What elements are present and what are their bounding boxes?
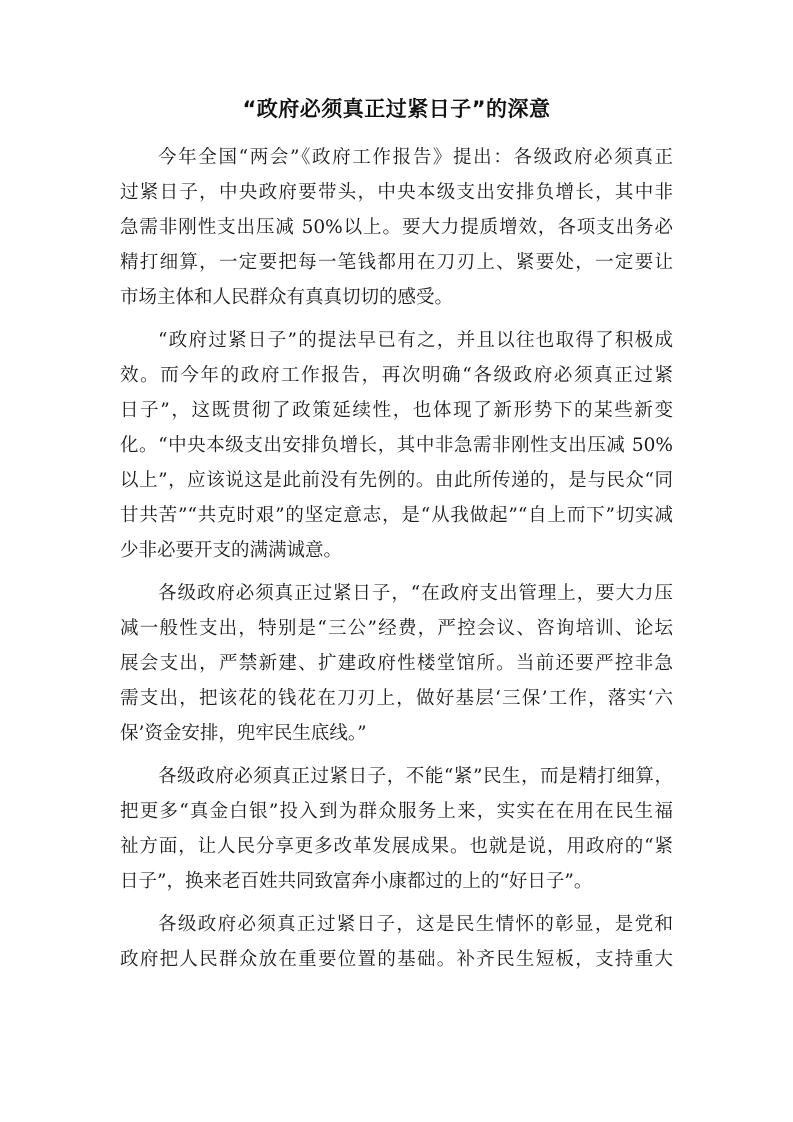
- text-line: 把更多“真金白银”投入到为群众服务上来，实实在在用在民生福: [120, 801, 673, 822]
- text-line: 过紧日子，中央政府要带头，中央本级支出安排负增长，其中非: [120, 182, 673, 203]
- document-body: [120, 140, 673, 985]
- text-line: 日子”，这既贯彻了政策延续性，也体现了新形势下的某些新变: [120, 400, 673, 421]
- paragraph-5: [120, 907, 673, 977]
- text-line: 急需非刚性支出压减 50%以上。要大力提质增效，各项支出务必: [120, 217, 673, 238]
- text-line: 各级政府必须真正过紧日子，“在政府支出管理上，要大力压: [158, 583, 673, 604]
- text-line: 市场主体和人民群众有真真切切的感受。: [120, 287, 454, 308]
- text-line: 各级政府必须真正过紧日子，不能“紧”民生，而是精打细算，: [158, 766, 673, 787]
- text-line: 效。而今年的政府工作报告，再次明确“各级政府必须真正过紧: [120, 365, 673, 386]
- paragraph-1: [120, 140, 673, 315]
- document-title: “政府必须真正过紧日子”的深意: [242, 97, 551, 121]
- text-line: 日子”，换来老百姓共同致富奔小康都过的上的“好日子”。: [120, 871, 593, 892]
- text-line: 政府把人民群众放在重要位置的基础。补齐民生短板，支持重大: [120, 949, 673, 970]
- text-line: 减一般性支出，特别是“三公”经费，严控会议、咨询培训、论坛: [120, 618, 673, 639]
- text-line: 祉方面，让人民分享更多改革发展成果。也就是说，用政府的“紧: [120, 836, 673, 857]
- paragraph-4: [120, 759, 673, 899]
- text-line: 甘共苦”“共克时艰”的坚定意志，是“从我做起”“自上而下”切实减: [120, 505, 673, 526]
- text-line: 各级政府必须真正过紧日子，这是民生情怀的彰显，是党和: [158, 914, 673, 935]
- text-line: 少非必要开支的满满诚意。: [120, 540, 343, 561]
- text-line: 化。“中央本级支出安排负增长，其中非急需非刚性支出压减 50%: [120, 435, 673, 456]
- text-line: 需支出，把该花的钱花在刀刃上，做好基层‘三保’工作，落实‘六: [120, 688, 673, 709]
- text-line: 今年全国“两会”《政府工作报告》提出：各级政府必须真正: [158, 147, 673, 168]
- paragraph-2: [120, 323, 673, 568]
- text-line: 展会支出，严禁新建、扩建政府性楼堂馆所。当前还要严控非急: [120, 653, 673, 674]
- paragraph-3: [120, 576, 673, 751]
- text-line: 以上”，应该说这是此前没有先例的。由此所传递的，是与民众“同: [120, 470, 673, 491]
- text-line: 精打细算，一定要把每一笔钱都用在刀刃上、紧要处，一定要让: [120, 252, 673, 273]
- text-line: “政府过紧日子”的提法早已有之，并且以往也取得了积极成: [158, 330, 673, 351]
- text-line: 保’资金安排，兜牢民生底线。”: [120, 723, 367, 744]
